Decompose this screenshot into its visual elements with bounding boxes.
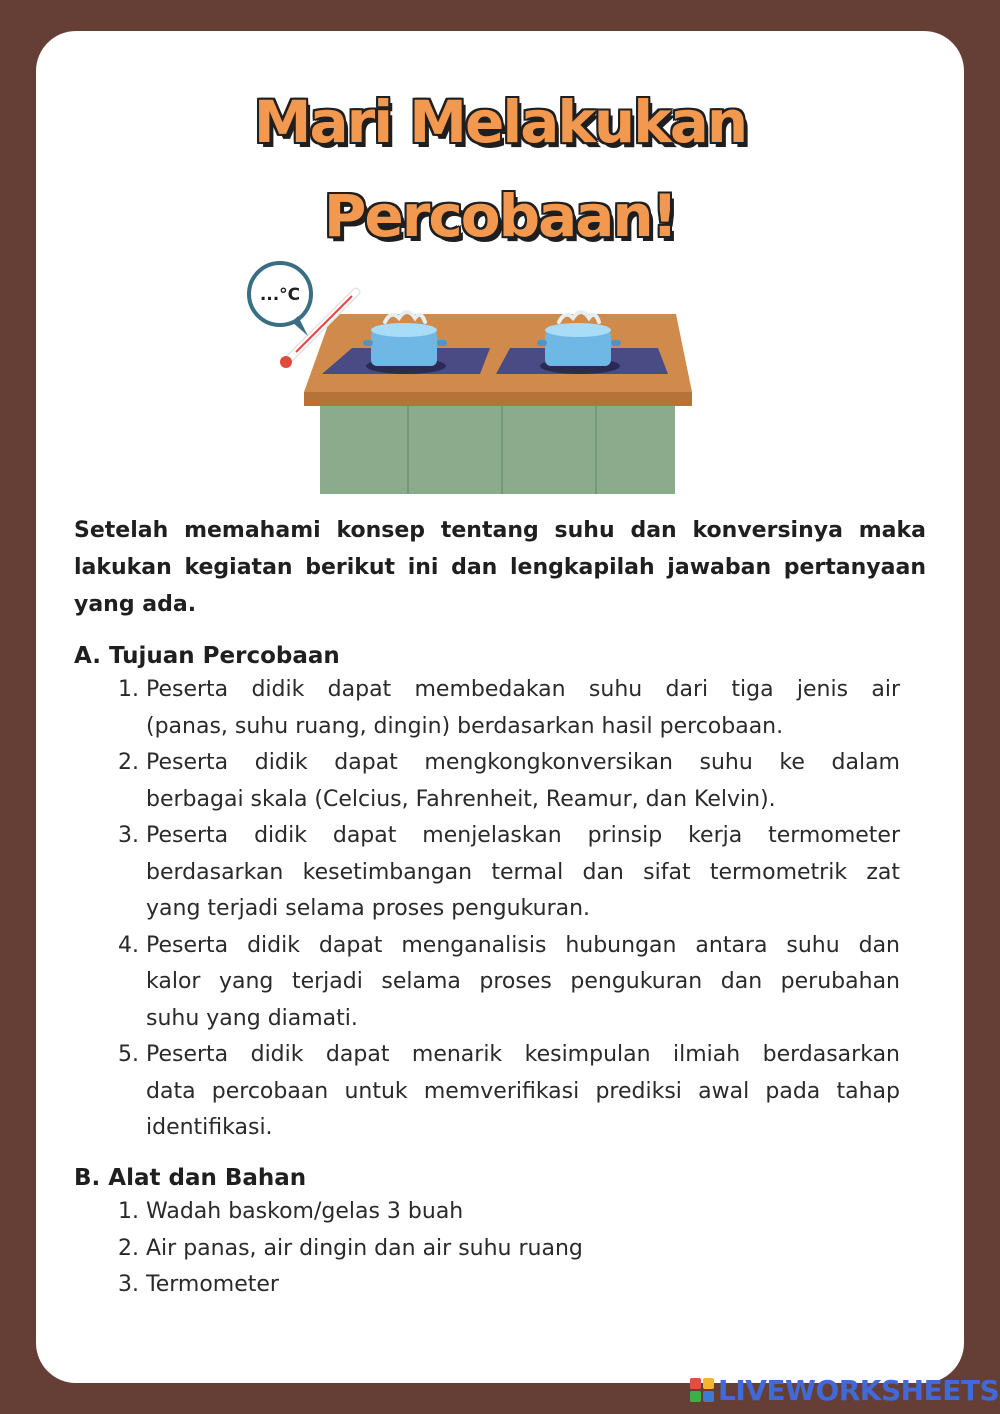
logo-square xyxy=(703,1378,714,1389)
list-item-text: Air panas, air dingin dan air suhu ruang xyxy=(146,1235,583,1261)
list-item-line: kalor yang terjadi selama proses pengukuran dan perubahan xyxy=(146,969,900,994)
intro-line: Setelah memahami konsep tentang suhu dan konversinya maka xyxy=(74,518,926,543)
list-item-line: (panas, suhu ruang, dingin) berdasarkan hasil percobaan. xyxy=(146,713,784,739)
page-title-line-2: Percobaan! xyxy=(323,182,677,250)
liveworksheets-watermark[interactable] xyxy=(690,1372,999,1408)
list-item-number: 1. xyxy=(118,677,139,702)
list-item xyxy=(118,928,900,1038)
list-item-number: 1. xyxy=(118,1199,139,1224)
list-item-line: Peserta didik dapat menganalisis hubungan antara suhu dan xyxy=(146,932,900,958)
temperature-label: ...°C xyxy=(259,285,301,305)
list-item-line: Peserta didik dapat menjelaskan prinsip kerja termometer xyxy=(146,823,900,848)
logo-square xyxy=(690,1391,701,1402)
list-item-line: suhu yang diamati. xyxy=(146,1005,358,1031)
materials-list xyxy=(118,1194,900,1304)
list-item-line: berdasarkan kesetimbangan termal dan sifat termometrik zat xyxy=(146,859,900,885)
list-item xyxy=(118,745,900,818)
watermark-text: LIVEWORKSHEETS xyxy=(718,1373,1000,1407)
section-a-heading: A. Tujuan Percobaan xyxy=(74,643,340,669)
liveworksheets-logo-icon xyxy=(690,1378,714,1402)
stove-illustration xyxy=(240,256,700,496)
intro-line: lakukan kegiatan berikut ini dan lengkapilah jawaban pertanyaan xyxy=(74,555,926,580)
list-item xyxy=(118,818,900,928)
list-item-number: 3. xyxy=(118,1272,139,1297)
list-item-number: 4. xyxy=(118,932,139,958)
list-item xyxy=(118,1037,900,1147)
list-item-line: Peserta didik dapat menarik kesimpulan ilmiah berdasarkan xyxy=(146,1042,900,1067)
list-item-line: data percobaan untuk memverifikasi prediksi awal pada tahap xyxy=(146,1078,900,1104)
list-item xyxy=(118,672,900,745)
stove-cabinet xyxy=(320,404,675,494)
list-item xyxy=(118,1194,900,1231)
logo-square xyxy=(703,1391,714,1402)
logo-square xyxy=(690,1378,701,1389)
list-item xyxy=(118,1231,900,1268)
list-item-number: 3. xyxy=(118,823,139,848)
list-item-number: 2. xyxy=(118,1235,139,1261)
tabletop-edge xyxy=(304,392,692,406)
objectives-list xyxy=(118,672,900,1147)
list-item-number: 5. xyxy=(118,1042,139,1067)
section-b-heading: B. Alat dan Bahan xyxy=(74,1165,307,1191)
intro-line: yang ada. xyxy=(74,592,197,617)
list-item-line: Peserta didik dapat mengkongkonversikan suhu ke dalam xyxy=(146,750,900,775)
list-item xyxy=(118,1267,900,1304)
list-item-line: yang terjadi selama proses pengukuran. xyxy=(146,896,591,921)
page-title-line-1: Mari Melakukan xyxy=(253,88,747,156)
list-item-line: Peserta didik dapat membedakan suhu dari tiga jenis air xyxy=(146,677,900,702)
list-item-text: Wadah baskom/gelas 3 buah xyxy=(146,1199,464,1224)
list-item-line: identifikasi. xyxy=(146,1115,273,1140)
list-item-number: 2. xyxy=(118,750,139,775)
list-item-text: Termometer xyxy=(146,1272,279,1297)
intro-paragraph xyxy=(74,512,926,623)
temperature-bubble xyxy=(249,263,311,336)
list-item-line: berbagai skala (Celcius, Fahrenheit, Reamur, dan Kelvin). xyxy=(146,786,776,812)
